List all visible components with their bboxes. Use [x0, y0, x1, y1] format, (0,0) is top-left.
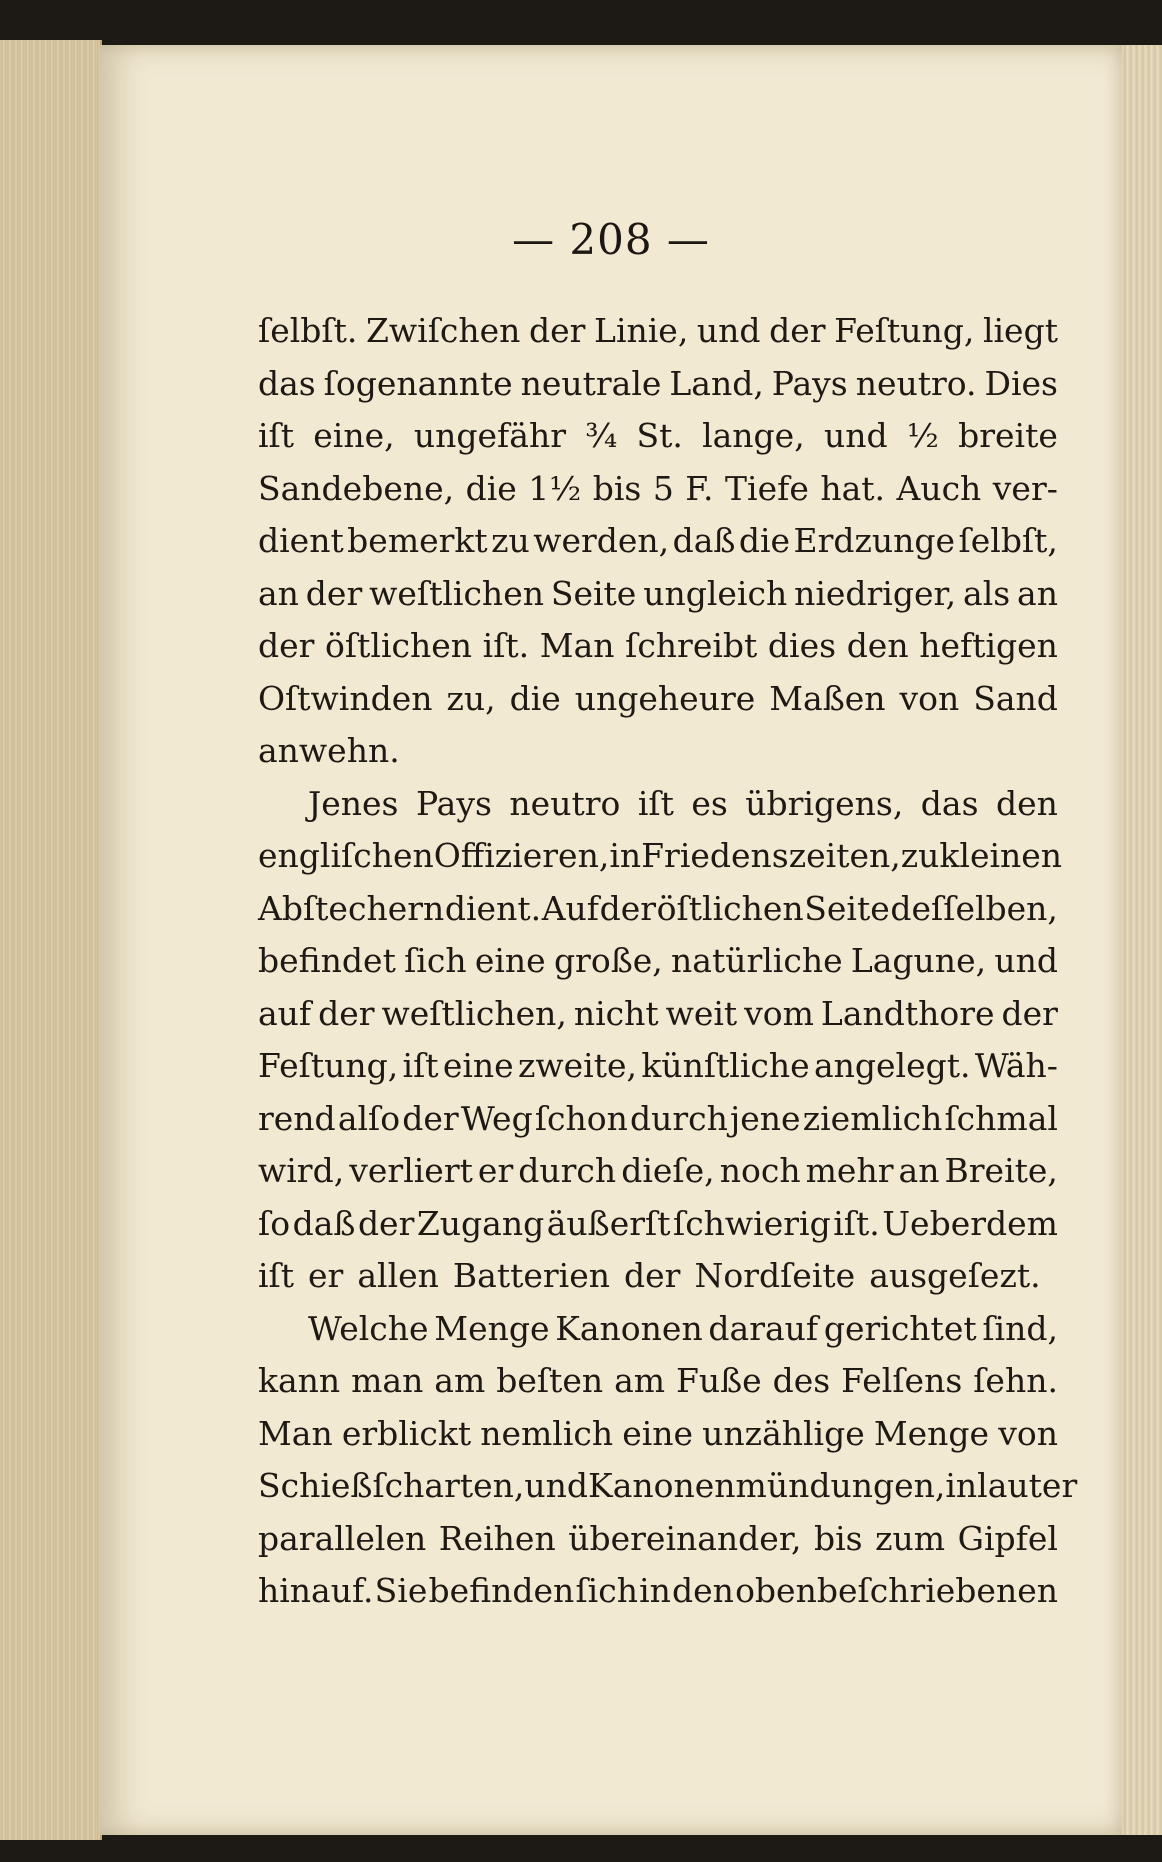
- text-line: [258, 1040, 1058, 1093]
- word: Linie,: [594, 311, 689, 350]
- text-line: [258, 935, 1058, 988]
- word: Schießſcharten,: [258, 1466, 525, 1505]
- word: weit: [665, 993, 738, 1033]
- book-page-edges-right: [1122, 45, 1162, 1835]
- text-line: [258, 1355, 1058, 1408]
- text-line: [258, 1145, 1058, 1198]
- word: F.: [685, 468, 714, 508]
- word: ſind,: [982, 1308, 1058, 1348]
- word: dient.: [444, 888, 542, 928]
- word: darauf: [708, 1308, 819, 1348]
- word: Seite: [804, 888, 890, 928]
- text-line: [258, 1513, 1058, 1566]
- word: engliſchen: [258, 836, 434, 875]
- word: unzählige: [702, 1413, 865, 1453]
- word: Feſtung,: [258, 1046, 399, 1085]
- word: in: [609, 836, 642, 875]
- word: der: [258, 626, 315, 665]
- word: deſſelben,: [890, 888, 1058, 928]
- word: ungeheure: [574, 678, 756, 718]
- text-line: [258, 358, 1058, 411]
- word: erblickt: [341, 1413, 472, 1453]
- word: Auf: [541, 888, 600, 928]
- word: der: [599, 888, 657, 928]
- word: Oſtwinden: [258, 678, 433, 718]
- word: vom: [744, 993, 814, 1033]
- page-number: — 208 —: [512, 215, 710, 264]
- word: ſchreibt: [625, 626, 758, 665]
- word: Felſens: [841, 1361, 963, 1400]
- word: man: [351, 1361, 424, 1400]
- word: Abſtechern: [258, 888, 445, 928]
- word: übereinander,: [568, 1518, 802, 1558]
- word: hat.: [820, 468, 886, 508]
- word: lauter: [977, 1466, 1078, 1505]
- word: eine: [622, 1413, 694, 1453]
- word: ausgeſezt.: [869, 1256, 1041, 1295]
- word: liegt: [982, 311, 1058, 350]
- text-line: [258, 410, 1058, 463]
- word: beſten: [496, 1361, 604, 1400]
- word: zu: [491, 521, 530, 560]
- text-line: [258, 1093, 1058, 1146]
- text-line: [258, 988, 1058, 1041]
- word: an: [898, 1151, 940, 1190]
- word: Sand: [973, 678, 1058, 718]
- word: an: [1017, 573, 1058, 613]
- word: der: [769, 311, 826, 350]
- text-line: [258, 305, 1058, 358]
- word: Batterien: [452, 1256, 611, 1295]
- word: natürliche: [671, 941, 843, 980]
- word: und: [823, 416, 888, 455]
- text-line: [258, 778, 1058, 831]
- word: parallelen: [258, 1518, 427, 1558]
- word: 1½: [528, 468, 582, 508]
- word: befinden: [428, 1571, 575, 1610]
- book-page: [100, 45, 1122, 1835]
- word: eine: [442, 1046, 514, 1085]
- word: Wäh-: [974, 1046, 1058, 1085]
- word: ſchon: [534, 1098, 628, 1138]
- word: am: [434, 1361, 486, 1400]
- text-line: [258, 1565, 1058, 1618]
- word: ver-: [992, 468, 1058, 508]
- word: das: [258, 363, 316, 403]
- word: den: [846, 626, 909, 665]
- word: werden,: [533, 521, 670, 560]
- word: zweite,: [518, 1046, 638, 1085]
- word: Landthore: [820, 993, 995, 1033]
- word: weſtlichen,: [381, 993, 567, 1033]
- word: neutrale: [520, 363, 662, 403]
- word: allen: [357, 1256, 439, 1295]
- word: in: [639, 1571, 671, 1610]
- word: übrigens,: [745, 783, 904, 823]
- word: nemlich: [480, 1413, 614, 1453]
- word: der: [305, 573, 363, 613]
- word: an: [258, 573, 299, 613]
- word: bemerkt: [347, 521, 488, 560]
- word: eine: [474, 941, 546, 980]
- word: heftigen: [919, 626, 1058, 665]
- word: ſelbſt,: [958, 521, 1058, 560]
- word: Zwiſchen: [365, 311, 521, 350]
- book-page-edges-left: [0, 40, 102, 1840]
- word: noch: [719, 1151, 801, 1190]
- word: von: [899, 678, 960, 718]
- word: niedriger,: [794, 573, 957, 613]
- word: Erdzunge: [793, 521, 956, 560]
- word: neutro.: [855, 363, 977, 403]
- text-line: [258, 1408, 1058, 1461]
- text-line: [258, 883, 1058, 936]
- word: Zugang: [416, 1203, 545, 1243]
- word: anwehn.: [258, 731, 400, 770]
- word: Maßen: [769, 678, 886, 718]
- body-text: [258, 305, 1078, 1618]
- word: ſelbſt.: [258, 311, 358, 350]
- word: in: [945, 1466, 978, 1505]
- word: iſt: [402, 1046, 439, 1085]
- word: kleinen: [939, 836, 1063, 875]
- word: er: [308, 1256, 344, 1295]
- word: des: [772, 1361, 831, 1400]
- word: öſtlichen: [656, 888, 804, 928]
- word: 5: [652, 468, 674, 508]
- word: nicht: [573, 993, 659, 1033]
- word: er: [477, 1151, 514, 1190]
- word: obenbeſchriebenen: [735, 1571, 1058, 1610]
- word: Jenes: [308, 783, 399, 823]
- word: Ueberdem: [882, 1203, 1058, 1243]
- text-line: [258, 830, 1063, 883]
- word: neutro: [509, 783, 621, 823]
- text-line: [258, 725, 1058, 778]
- word: ſich: [404, 941, 467, 980]
- word: Menge: [873, 1413, 990, 1453]
- word: durch: [518, 1151, 617, 1190]
- word: Offizieren,: [433, 836, 610, 875]
- text-line: [258, 1303, 1058, 1356]
- word: Feſtung,: [834, 311, 975, 350]
- word: verliert: [349, 1151, 473, 1190]
- word: den: [672, 1571, 734, 1610]
- word: Nordſeite: [694, 1256, 856, 1295]
- text-line: [258, 1460, 1078, 1513]
- word: Pays: [415, 783, 492, 823]
- word: es: [691, 783, 728, 823]
- word: wird,: [258, 1151, 345, 1190]
- word: von: [998, 1413, 1058, 1453]
- word: Kanonenmündungen,: [588, 1466, 946, 1505]
- word: breite: [958, 416, 1058, 455]
- word: lange,: [702, 416, 805, 455]
- word: ſo: [258, 1203, 291, 1243]
- word: Welche: [308, 1308, 429, 1348]
- word: die: [465, 468, 517, 508]
- word: und: [696, 311, 761, 350]
- word: Sandebene,: [258, 468, 455, 508]
- word: Land,: [669, 363, 764, 403]
- word: weſtlichen: [369, 573, 544, 613]
- word: als: [963, 573, 1011, 613]
- text-line: [258, 568, 1058, 621]
- word: die: [738, 521, 791, 560]
- word: Man: [539, 626, 615, 665]
- word: Seite: [550, 573, 637, 613]
- word: Weg: [460, 1098, 533, 1138]
- word: den: [995, 783, 1058, 823]
- word: zum: [875, 1518, 946, 1558]
- word: am: [614, 1361, 666, 1400]
- word: der: [318, 993, 375, 1033]
- word: zu,: [446, 678, 496, 718]
- word: bis: [592, 468, 642, 508]
- word: Friedenszeiten,: [641, 836, 901, 875]
- word: hinauf.: [258, 1571, 374, 1610]
- word: der: [529, 311, 586, 350]
- word: Reihen: [438, 1518, 556, 1558]
- word: der: [402, 1098, 459, 1138]
- word: bis: [814, 1518, 863, 1558]
- word: äußerſt: [546, 1203, 671, 1243]
- word: künſtliche: [641, 1046, 810, 1085]
- word: Tiefe: [725, 468, 809, 508]
- word: der: [624, 1256, 681, 1295]
- word: und: [524, 1466, 589, 1505]
- word: das: [920, 783, 979, 823]
- word: angelegt.: [813, 1046, 971, 1085]
- word: kann: [258, 1361, 341, 1400]
- word: der: [357, 1203, 415, 1243]
- word: ¾: [585, 416, 618, 455]
- word: ziemlich: [802, 1098, 943, 1138]
- word: dient: [258, 521, 344, 560]
- word: iſt.: [482, 626, 530, 665]
- word: iſt: [637, 783, 674, 823]
- word: dieſe,: [621, 1151, 715, 1190]
- word: befindet: [258, 941, 396, 980]
- word: zu: [900, 836, 940, 875]
- word: ſehn.: [973, 1361, 1058, 1400]
- word: iſt.: [833, 1203, 880, 1243]
- word: Pays: [771, 363, 848, 403]
- word: ſich: [575, 1571, 638, 1610]
- word: auf: [258, 993, 312, 1033]
- text-line: [258, 463, 1058, 516]
- word: Fuße: [675, 1361, 762, 1400]
- word: daß: [292, 1203, 356, 1243]
- word: der: [1001, 993, 1058, 1033]
- word: rend: [258, 1098, 336, 1138]
- word: Auch: [896, 468, 982, 508]
- text-line: [258, 1198, 1058, 1251]
- word: ungleich: [643, 573, 788, 613]
- word: öſtlichen: [325, 626, 473, 665]
- word: Sie: [374, 1571, 428, 1610]
- word: eine,: [313, 416, 395, 455]
- text-line: [258, 1250, 1058, 1303]
- word: alſo: [337, 1098, 401, 1138]
- word: Breite,: [944, 1151, 1058, 1190]
- word: Dies: [984, 363, 1058, 403]
- word: Kanonen: [555, 1308, 703, 1348]
- word: Lagune,: [850, 941, 987, 980]
- word: jene: [730, 1098, 801, 1138]
- word: große,: [553, 941, 663, 980]
- word: Man: [258, 1413, 333, 1453]
- text-line: [258, 673, 1058, 726]
- word: ſchwierig: [672, 1203, 831, 1243]
- word: dies: [767, 626, 837, 665]
- word: St.: [636, 416, 683, 455]
- word: gerichtet: [823, 1308, 977, 1348]
- word: durch: [630, 1098, 728, 1138]
- text-line: [258, 620, 1058, 673]
- word: mehr: [805, 1151, 894, 1190]
- word: iſt: [258, 1256, 295, 1295]
- text-line: [258, 515, 1058, 568]
- word: ſchmal: [944, 1098, 1058, 1138]
- word: iſt: [258, 416, 295, 455]
- word: ungefähr: [413, 416, 566, 455]
- word: Gipfel: [957, 1518, 1058, 1558]
- word: ½: [906, 416, 939, 455]
- word: ſogenannte: [323, 363, 513, 403]
- word: Menge: [434, 1308, 550, 1348]
- word: daß: [672, 521, 736, 560]
- word: die: [509, 678, 561, 718]
- word: und: [994, 941, 1058, 980]
